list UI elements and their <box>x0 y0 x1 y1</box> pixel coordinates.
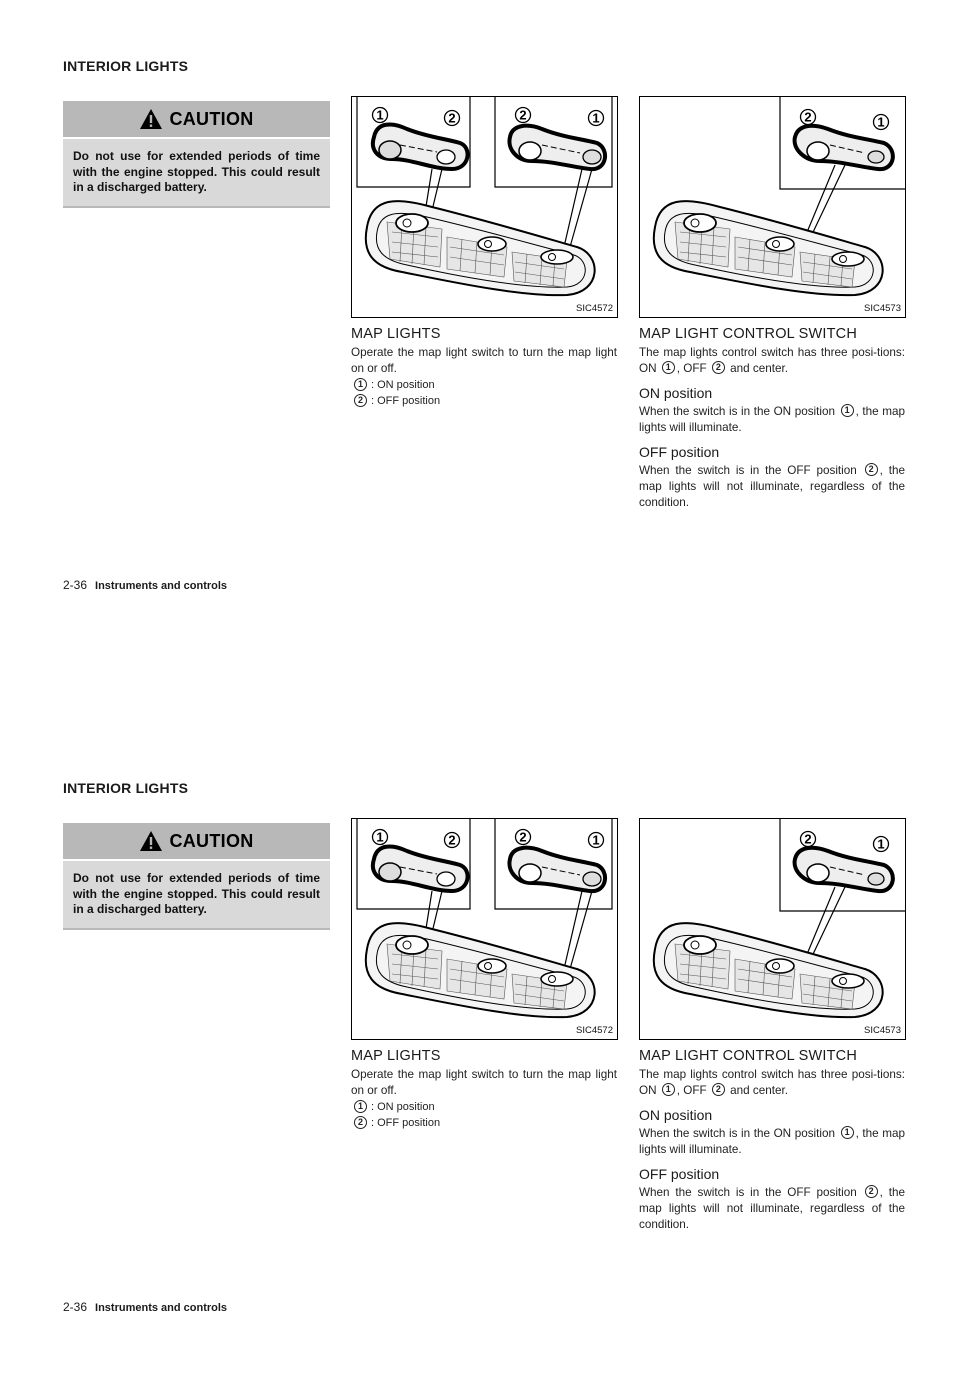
legend-item <box>351 377 617 393</box>
control-switch-intro <box>639 345 905 377</box>
callout-number: 2 <box>712 361 725 374</box>
map-lights-text: Operate the map light switch to turn the map light on or off. <box>351 1068 617 1097</box>
figure-code: SIC4573 <box>864 1025 901 1036</box>
text-run: , the map lights will illuminate. <box>639 1127 905 1156</box>
legend-separator: : <box>371 1101 375 1113</box>
figure-code: SIC4573 <box>864 303 901 314</box>
map-lights-heading: MAP LIGHTS <box>351 1048 441 1064</box>
caution-header <box>63 101 330 139</box>
fig-label: 2 <box>804 831 812 847</box>
figure-code: SIC4572 <box>576 303 613 314</box>
callout-number: 1 <box>841 404 854 417</box>
caution-text: Do not use for extended periods of time with the engine stopped. This could result in a discharged battery. <box>73 149 320 194</box>
text-run: , the map lights will not illuminate, regardless of the condition. <box>639 1186 906 1231</box>
callout-number: 1 <box>354 1100 367 1113</box>
legend-label: OFF position <box>377 395 441 407</box>
callout-number: 1 <box>662 1083 675 1096</box>
text-run: When the switch is in the ON position <box>639 405 835 418</box>
control-switch-illustration <box>640 97 905 317</box>
caution-box <box>63 823 330 930</box>
page-number: 2-36 <box>63 578 88 592</box>
legend-separator: : <box>371 379 375 391</box>
control-switch-section <box>639 1048 905 1233</box>
off-position-text <box>639 1185 905 1233</box>
manual-page-2 <box>0 722 954 1397</box>
callout-number: 2 <box>354 1116 367 1129</box>
figure-map-lights <box>351 818 618 1040</box>
section-title: INTERIOR LIGHTS <box>63 780 189 796</box>
page-number: 2-36 <box>63 1300 88 1314</box>
control-switch-heading: MAP LIGHT CONTROL SWITCH <box>639 1048 858 1064</box>
fig-label: 1 <box>592 110 600 126</box>
legend-label: ON position <box>377 1101 435 1113</box>
section-title: INTERIOR LIGHTS <box>63 58 189 74</box>
map-lights-text: Operate the map light switch to turn the map light on or off. <box>351 346 617 375</box>
map-lights-illustration <box>352 819 617 1039</box>
warning-icon <box>139 830 163 852</box>
text-run: and center. <box>730 362 788 375</box>
caution-title: CAUTION <box>169 830 254 851</box>
caution-divider <box>63 928 330 930</box>
fig-label: 1 <box>877 836 885 852</box>
caution-title: CAUTION <box>169 108 254 129</box>
control-switch-intro <box>639 1067 905 1099</box>
callout-number: 1 <box>354 378 367 391</box>
text-run: When the switch is in the OFF position <box>639 464 857 477</box>
text-run: , OFF <box>676 1084 707 1097</box>
fig-label: 1 <box>376 829 384 845</box>
figure-control-switch <box>639 818 906 1040</box>
map-lights-heading: MAP LIGHTS <box>351 326 441 342</box>
fig-label: 1 <box>376 107 384 123</box>
caution-header <box>63 823 330 861</box>
text-run: The map lights control switch has three posi-tions: ON <box>639 1068 905 1097</box>
off-position-heading: OFF position <box>639 444 720 460</box>
control-switch-heading: MAP LIGHT CONTROL SWITCH <box>639 326 858 342</box>
text-run: , OFF <box>676 362 707 375</box>
figure-code: SIC4572 <box>576 1025 613 1036</box>
manual-page-1 <box>0 0 954 675</box>
control-switch-illustration <box>640 819 905 1039</box>
fig-label: 2 <box>448 832 456 848</box>
legend-item <box>351 1115 617 1131</box>
legend-item <box>351 1099 617 1115</box>
fig-label: 2 <box>519 107 527 123</box>
text-run: When the switch is in the OFF position <box>639 1186 857 1199</box>
text-run: , the map lights will illuminate. <box>639 405 905 434</box>
text-run: The map lights control switch has three posi-tions: ON <box>639 346 905 375</box>
off-position-heading: OFF position <box>639 1166 720 1182</box>
text-run: and center. <box>730 1084 788 1097</box>
fig-label: 1 <box>592 832 600 848</box>
figure-map-lights <box>351 96 618 318</box>
figure-control-switch <box>639 96 906 318</box>
callout-number: 2 <box>712 1083 725 1096</box>
callout-number: 1 <box>841 1126 854 1139</box>
off-position-text <box>639 463 905 511</box>
fig-label: 2 <box>519 829 527 845</box>
map-lights-section <box>351 1048 617 1131</box>
page-footer <box>63 1300 227 1314</box>
caution-text: Do not use for extended periods of time with the engine stopped. This could result in a discharged battery. <box>73 871 320 916</box>
on-position-text <box>639 404 905 436</box>
text-run: , the map lights will not illuminate, regardless of the condition. <box>639 464 906 509</box>
legend-label: OFF position <box>377 1117 441 1129</box>
caution-box <box>63 101 330 208</box>
map-lights-section <box>351 326 617 409</box>
callout-number: 2 <box>865 1185 878 1198</box>
on-position-text <box>639 1126 905 1158</box>
legend-separator: : <box>371 1117 375 1129</box>
warning-icon <box>139 108 163 130</box>
on-position-heading: ON position <box>639 385 713 401</box>
on-position-heading: ON position <box>639 1107 713 1123</box>
legend-label: ON position <box>377 379 435 391</box>
caution-divider <box>63 206 330 208</box>
callout-number: 2 <box>354 394 367 407</box>
legend-item <box>351 393 617 409</box>
fig-label: 1 <box>877 114 885 130</box>
footer-section: Instruments and controls <box>95 1302 228 1314</box>
legend-separator: : <box>371 395 375 407</box>
callout-number: 2 <box>865 463 878 476</box>
callout-number: 1 <box>662 361 675 374</box>
fig-label: 2 <box>448 110 456 126</box>
fig-label: 2 <box>804 109 812 125</box>
text-run: When the switch is in the ON position <box>639 1127 835 1140</box>
footer-section: Instruments and controls <box>95 580 228 592</box>
control-switch-section <box>639 326 905 511</box>
map-lights-illustration <box>352 97 617 317</box>
page-footer <box>63 578 227 592</box>
